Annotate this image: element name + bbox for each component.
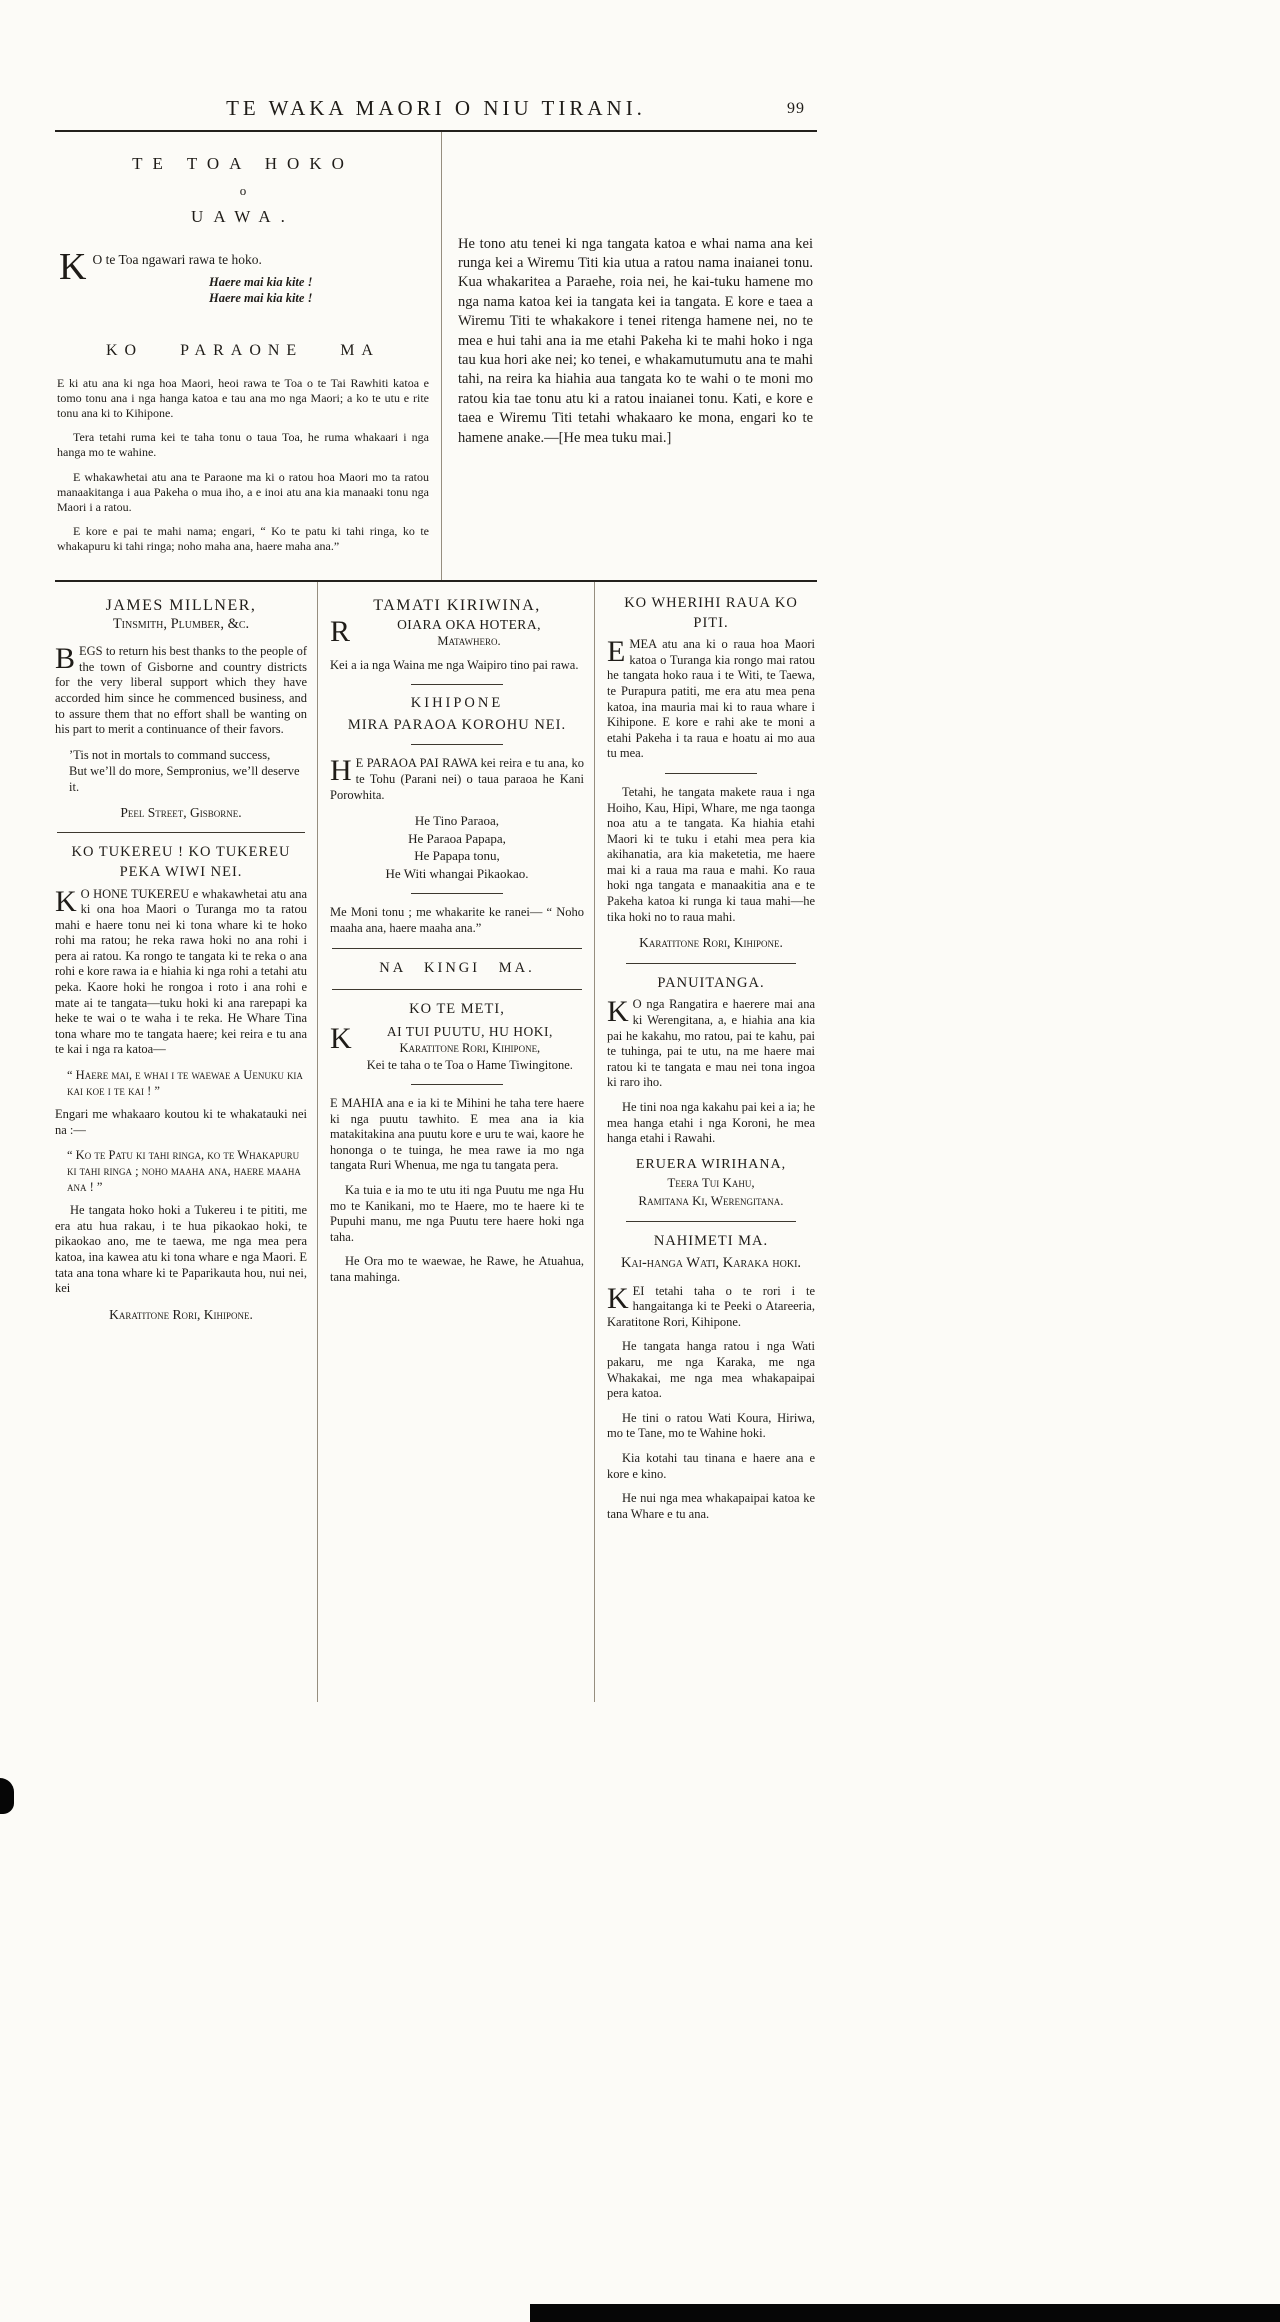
page-content: [55, 96, 817, 1702]
paragraph: He nui nga mea whakapaipai katoa ke tana Whare e tu ana.: [607, 1491, 815, 1521]
mill-product-line: He Tino Paraoa,: [414, 813, 500, 829]
paragraph-text: E PARAOA PAI RAWA kei reira e tu ana, ko te Tohu (Parani nei) o taua paraoa he Kani Porowhita.: [330, 756, 584, 802]
bootmaker-heading: [330, 1021, 584, 1074]
ad-heading-line: PITI.: [693, 614, 729, 631]
location-line: Kei te taha o te Toa o Hame Tiwingitone.: [366, 1057, 573, 1072]
section-rule: [411, 684, 503, 685]
ad-te-meti: [330, 1002, 584, 1286]
sign-line: NA KINGI MA.: [379, 960, 535, 977]
paragraph: Kei a ia nga Waina me nga Waipiro tino pai rawa.: [330, 657, 579, 672]
top-right-column: [441, 132, 817, 580]
paragraph: E MAHIA ana e ia ki te Mihini he taha tere haere ki nga puutu tawhito. E mea ana ia kia matakitakina ana puutu kore e uru te wai, kaore he hononga o te tuinga, he mea rawe ia mo nga tangata Ruri Whenua, me nga tu tangata pera.: [330, 1096, 584, 1173]
paragraph: E ki atu ana ki nga hoa Maori, heoi rawa te Toa o te Tai Rawhiti katoa e tomo tonu ana i nga hanga katoa e tau ana mo nga Maori; a ko te utu e rite tonu ana ki to Kihipone.: [57, 376, 429, 420]
notice-paragraph: He tono atu tenei ki nga tangata katoa e whai nama ana kei runga kei a Wiremu Titi kia utua a ratou nama inaianei tonu. Kua whakaritea a Paraehe, roia nei, he kai-tuku hamene mo nga nama katoa kei ia tangata kei ia tangata. E kore e taea a Wiremu Titi te whakakore i tenei ritenga hamene nei, no te mea e hui tahi ana ia me etahi Pakeha ki te mahi hoko i nga tau kua hori ake nei; ko tenei, e whakamutumutu ana te mahi tahi, na reira ka hiahia aua tangata ko te wahi o te moni mo ratou kia tae tonu atu ki a ratou inaianei tonu. Kati, e kore e taea e Wiremu Titi tetahi whakaaro ke mona, engari ko te hamene anake.—[He mea tuku mai.]: [458, 235, 813, 446]
section-rule: [57, 832, 305, 833]
lead-text-block: [92, 249, 429, 306]
invitation-line: Haere mai kia kite !: [208, 291, 313, 305]
ad-heading-line: KO TUKEREU ! KO TUKEREU: [71, 844, 291, 861]
lead-text: O te Toa ngawari rawa te hoko.: [92, 252, 262, 267]
proverb-quote: “ Haere mai, e whai i te waewae a Uenuku kia kai koe i te kai ! ”: [67, 1068, 303, 1099]
proverb-quote: “ Ko te Patu ki tahi ringa, ko te Whakapuru ki tahi ringa ; noho maaha ana, haere maaha ana ! ”: [67, 1148, 301, 1195]
ad-tukereu: [55, 845, 307, 1322]
address-line: Ramitana Ki, Werengitana.: [638, 1193, 784, 1209]
verse: [69, 747, 307, 795]
trade-line: AI TUI PUUTU, HU HOKI,: [386, 1023, 553, 1039]
drop-cap: K: [607, 995, 629, 1029]
section-rule: [332, 948, 582, 949]
column-1: [55, 582, 317, 1702]
ad-heading-line: KIHIPONE: [410, 695, 504, 712]
paragraph: He Ora mo te waewae, he Rawe, he Atuahua, tana mahinga.: [330, 1254, 584, 1284]
ad-title-line3: UAWA.: [191, 207, 295, 226]
masthead: [55, 96, 817, 121]
paragraph-text: O nga Rangatira e haerere mai ana ki Werengitana, a, e hiahia ana kia pai he kakahu, mo ratou, pai te kahu, pai te tuhinga, pai te utu, na me haere mai ratou ki te tangata e mau nei tona ingoa ki raro iho.: [607, 997, 815, 1090]
drop-cap: K: [55, 884, 77, 918]
address-line: Karatitone Rori, Kihipone.: [109, 1306, 253, 1322]
paragraph: Tetahi, he tangata makete raua i nga Hoiho, Kau, Hipi, Whare, me nga taonga noa atu a te tangata. Ka hiahia etahi Maori ki te tuku i etahi mea pera kia akihanatia, ara kia maketetia, me haere mai ki a raua ma raua e mahi. Ko raua hoki nga tangata e manaakitia ana e te Pakeha katoa ki runga ki taua mahi—he tika hoki no to raua mahi.: [607, 784, 815, 924]
paragraph: He tangata hoko hoki a Tukereu i te pititi, me era atu hua rakau, i te hua pikaokao hoki, te pikaokao ano, me te taewa, me nga mea pera katoa, ina kawea atu ki tona whare e nga Maori. E tata ana tona whare ki te Paparikauta hou, nui nei, kei: [55, 1203, 307, 1296]
ad-heading-line: KO WHERIHI RAUA KO: [624, 594, 798, 611]
paragraph: Ka tuia e ia mo te utu iti nga Puutu me nga Hu mo te Kanikani, mo te Haere, mo te haere ki te Pupuhi manu, me nga Puutu tere haere hoki nga taha.: [330, 1182, 584, 1244]
verse-line: ’Tis not in mortals to command success,: [69, 747, 271, 762]
mill-product-line: He Witi whangai Pikaokao.: [385, 865, 529, 881]
ad-te-toa-hoko: [57, 154, 429, 306]
bootmaker-lines: [356, 1024, 584, 1074]
paragraph: Me Moni tonu ; me whakarite ke ranei— “ Noho maaha ana, haere maaha ana.”: [330, 905, 584, 935]
paragraph: Engari me whakaaro koutou ki te whakatauki nei na :—: [55, 1107, 307, 1137]
ad-tamati-kiriwina: [330, 598, 584, 673]
section-rule: [626, 963, 796, 964]
hotel-lines: [354, 617, 584, 650]
section-rule: [411, 893, 503, 894]
drop-cap: E: [607, 635, 626, 669]
paragraph: [330, 756, 584, 803]
paragraph: [607, 637, 815, 762]
ad-flour-mill: [330, 696, 584, 990]
ad-heading-line: MIRA PARAOA KOROHU NEI.: [347, 716, 567, 733]
drop-cap: K: [607, 1281, 629, 1315]
paragraph: [607, 1281, 815, 1331]
ad-heading-line: PANUITANGA.: [657, 974, 765, 991]
page-number: 99: [787, 100, 805, 117]
paragraph: E kore e pai te mahi nama; engari, “ Ko te patu ki tahi ringa, ko te whakapuru ki tahi ringa; noho maha ana, haere maha ana.”: [57, 524, 429, 554]
column-3: [594, 582, 817, 1702]
section-rule: [626, 1221, 796, 1222]
paragraph: He tini o ratou Wati Koura, Hiriwa, mo te Tane, mo te Wahine hoki.: [607, 1410, 815, 1441]
drop-cap: K: [330, 1021, 352, 1055]
ad-nahimeti: [607, 1234, 815, 1522]
drop-cap: R: [330, 614, 351, 648]
paragraph-text: MEA atu ana ki o raua hoa Maori katoa o Turanga kia rongo mai ratou he tangata hoko raua i te Witi, te Taewa, te Purapura patiti, me era atu mea pena katoa, ina mauria mai ki to raua whare i Kihipone. E kore e rahi ake te moni a etahi Pakeha i ta raua e hoatu ai mo aua tu mea.: [607, 637, 815, 761]
paragraph: [55, 644, 307, 738]
product-list: [330, 812, 584, 882]
trade-line: Teera Tui Kahu,: [667, 1175, 755, 1191]
bottom-section: [55, 582, 817, 1702]
paragraph: [55, 884, 307, 1059]
section-rule: [665, 773, 757, 774]
newspaper-title: TE WAKA MAORI O NIU TIRANI.: [226, 96, 646, 120]
section-rule: [411, 744, 503, 745]
drop-cap: B: [55, 642, 76, 676]
ad-lead-paragraph: [57, 246, 429, 306]
drop-cap: K: [59, 246, 87, 288]
paragraph-text: O HONE TUKEREU e whakawhetai atu ana ki ona hoa Maori o Turanga mo ta ratou mahi e haere tonu nei ki tona whare ki te hoko rohi ma ratou; he reka rawa hoki no ana rohi i pera ai ratou. Ka rongo te tangata ki te reka o ana rohi e kore rawa ia e hiahia ki nga rohi a tetahi atu peka. Kaore hoki he rongoa i roto i ana rohi e mate ai te tangata—tuku hoki ki ana rarepapi ka heke te wai o te waha i te reka. He Whare Tina tona whare mo te tangata haere; kei reira e tu ana te kai i nga ra katoa—: [55, 886, 307, 1057]
verse-line: But we’ll do more, Sempronius, we’ll deserve it.: [69, 763, 300, 794]
top-left-column: [55, 132, 441, 580]
section-rule: [411, 1084, 503, 1085]
address-line: Karatitone Rori, Kihipone.: [639, 935, 783, 951]
paragraph: [607, 997, 815, 1091]
address-line: Peel Street, Gisborne.: [120, 804, 242, 820]
paragraph: E whakawhetai atu ana te Paraone ma ki o ratou hoa Maori mo ta ratou manaakitanga i aua Pakeha o mua iho, a e inoi atu ana kia manaaki tonu nga Maori i a ratou.: [57, 469, 429, 514]
hotel-heading: [330, 614, 584, 650]
advertiser-name: JAMES MILLNER,: [105, 596, 257, 614]
ad-wherihi-piti: [607, 596, 815, 951]
paragraph: He tangata hanga ratou i nga Wati pakaru, me nga Karaka, me nga Whakakai, me nga mea whakapaipai pera katoa.: [607, 1339, 815, 1401]
paragraph: Kia kotahi tau tinana e haere ana e kore e kino.: [607, 1450, 815, 1481]
mill-product-line: He Paraoa Papapa,: [408, 830, 506, 846]
address-line: Karatitone Rori, Kihipone,: [399, 1041, 541, 1055]
paragraph: He tini noa nga kakahu pai kei a ia; he mea hanga etahi i nga Koroni, he mea hanga etahi i Rawahi.: [607, 1100, 815, 1146]
ad-title-line1: TE TOA HOKO: [132, 154, 354, 173]
scan-artifact-spine: [0, 1778, 14, 1814]
place-line: Matawhero.: [437, 634, 501, 649]
ad-paraone-ma: [57, 342, 429, 554]
top-section: [55, 132, 817, 580]
trade-line: Kai-hanga Wati, Karaka hoki.: [620, 1254, 802, 1271]
ad-panuitanga: [607, 976, 815, 1210]
ad-heading-line: PEKA WIWI NEI.: [119, 863, 243, 880]
scan-artifact-bottom-bar: [530, 2304, 1280, 2322]
paragraph: Tera tetahi ruma kei te taha tonu o taua Toa, he ruma whakaari i nga hanga mo te wahine.: [57, 430, 429, 460]
invitation-line: Haere mai kia kite !: [208, 275, 313, 289]
ad-heading-line: KO TE METI,: [409, 1000, 505, 1017]
drop-cap: H: [330, 754, 352, 788]
hotel-line: OIARA OKA HOTERA,: [397, 616, 541, 632]
advertiser-trade: Tinsmith, Plumber, &c.: [112, 615, 250, 632]
column-2: [317, 582, 594, 1702]
mill-product-line: He Papapa tonu,: [414, 848, 500, 864]
ad-title-line2: o: [239, 183, 247, 198]
advertiser-name: TAMATI KIRIWINA,: [373, 596, 541, 614]
section-rule: [332, 989, 582, 990]
ad-james-millner: [55, 598, 307, 820]
ad-heading: KO PARAONE MA: [106, 342, 380, 359]
tailor-name: ERUERA WIRIHANA,: [635, 1156, 787, 1172]
paragraph-text: EI tetahi taha o te rori i te hangaitanga ki te Peeki o Atareeria, Karatitone Rori, Kihipone.: [607, 1283, 815, 1329]
paragraph-text: EGS to return his best thanks to the people of the town of Gisborne and country districts for the very liberal support which they have accorded him since he commenced business, and to assure them that no effort shall be wanting on his part to merit a continuance of their favors.: [55, 644, 307, 737]
ad-heading-line: NAHIMETI MA.: [653, 1233, 769, 1250]
